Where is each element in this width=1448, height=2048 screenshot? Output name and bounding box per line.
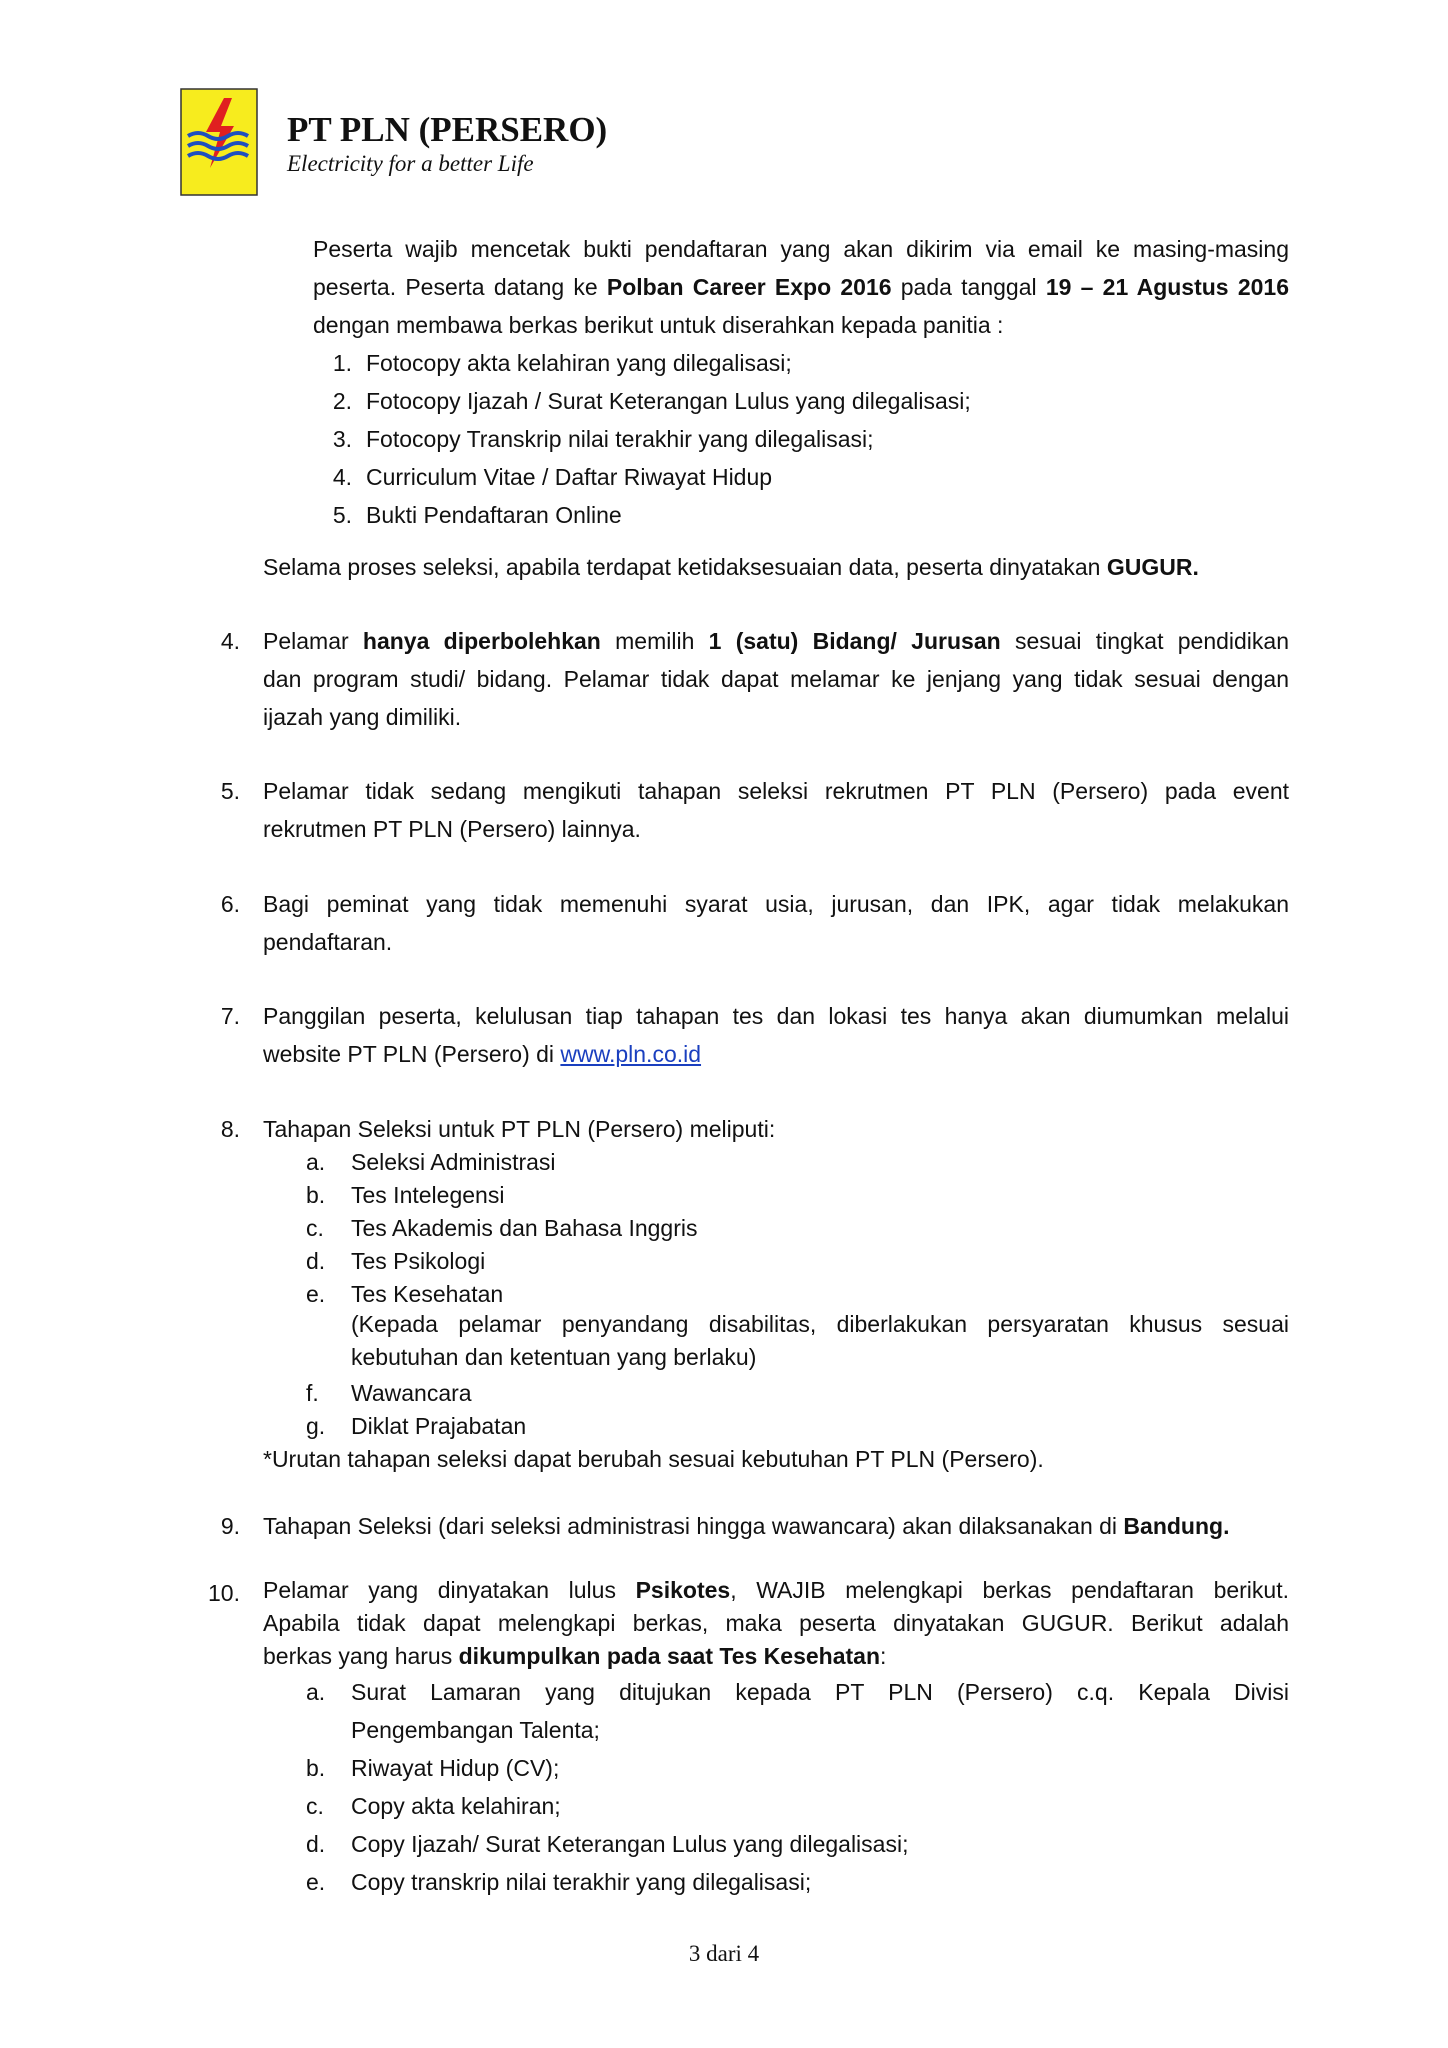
intro-line-3: dengan membawa berkas berikut untuk diserahkan kepada panitia : xyxy=(313,312,1004,338)
pln-website-link[interactable]: www.pln.co.id xyxy=(560,1041,702,1067)
disability-note: (Kepada pelamar penyandang disabilitas, diberlakukan persyaratan khusus sesuai kebutuhan dan ketentuan yang berlaku) xyxy=(351,1311,1289,1370)
intro-line-2: peserta. Peserta datang ke Polban Career Expo 2016 pada tanggal 19 – 21 Agustus 2016 xyxy=(313,274,1289,300)
intro-paragraph xyxy=(313,230,1289,344)
gugur-note: Selama proses seleksi, apabila terdapat ketidaksesuaian data, peserta dinyatakan GUGUR. xyxy=(263,554,1199,580)
pln-logo-icon xyxy=(180,88,258,196)
order-footnote: *Urutan tahapan seleksi dapat berubah sesuai kebutuhan PT PLN (Persero). xyxy=(263,1446,1044,1472)
company-tagline: Electricity for a better Life xyxy=(287,151,534,176)
intro-line-1: Peserta wajib mencetak bukti pendaftaran yang akan dikirim via email ke masing-masing xyxy=(313,236,1289,262)
page-number: 3 dari 4 xyxy=(688,1941,760,1966)
company-name: PT PLN (PERSERO) xyxy=(287,110,608,149)
